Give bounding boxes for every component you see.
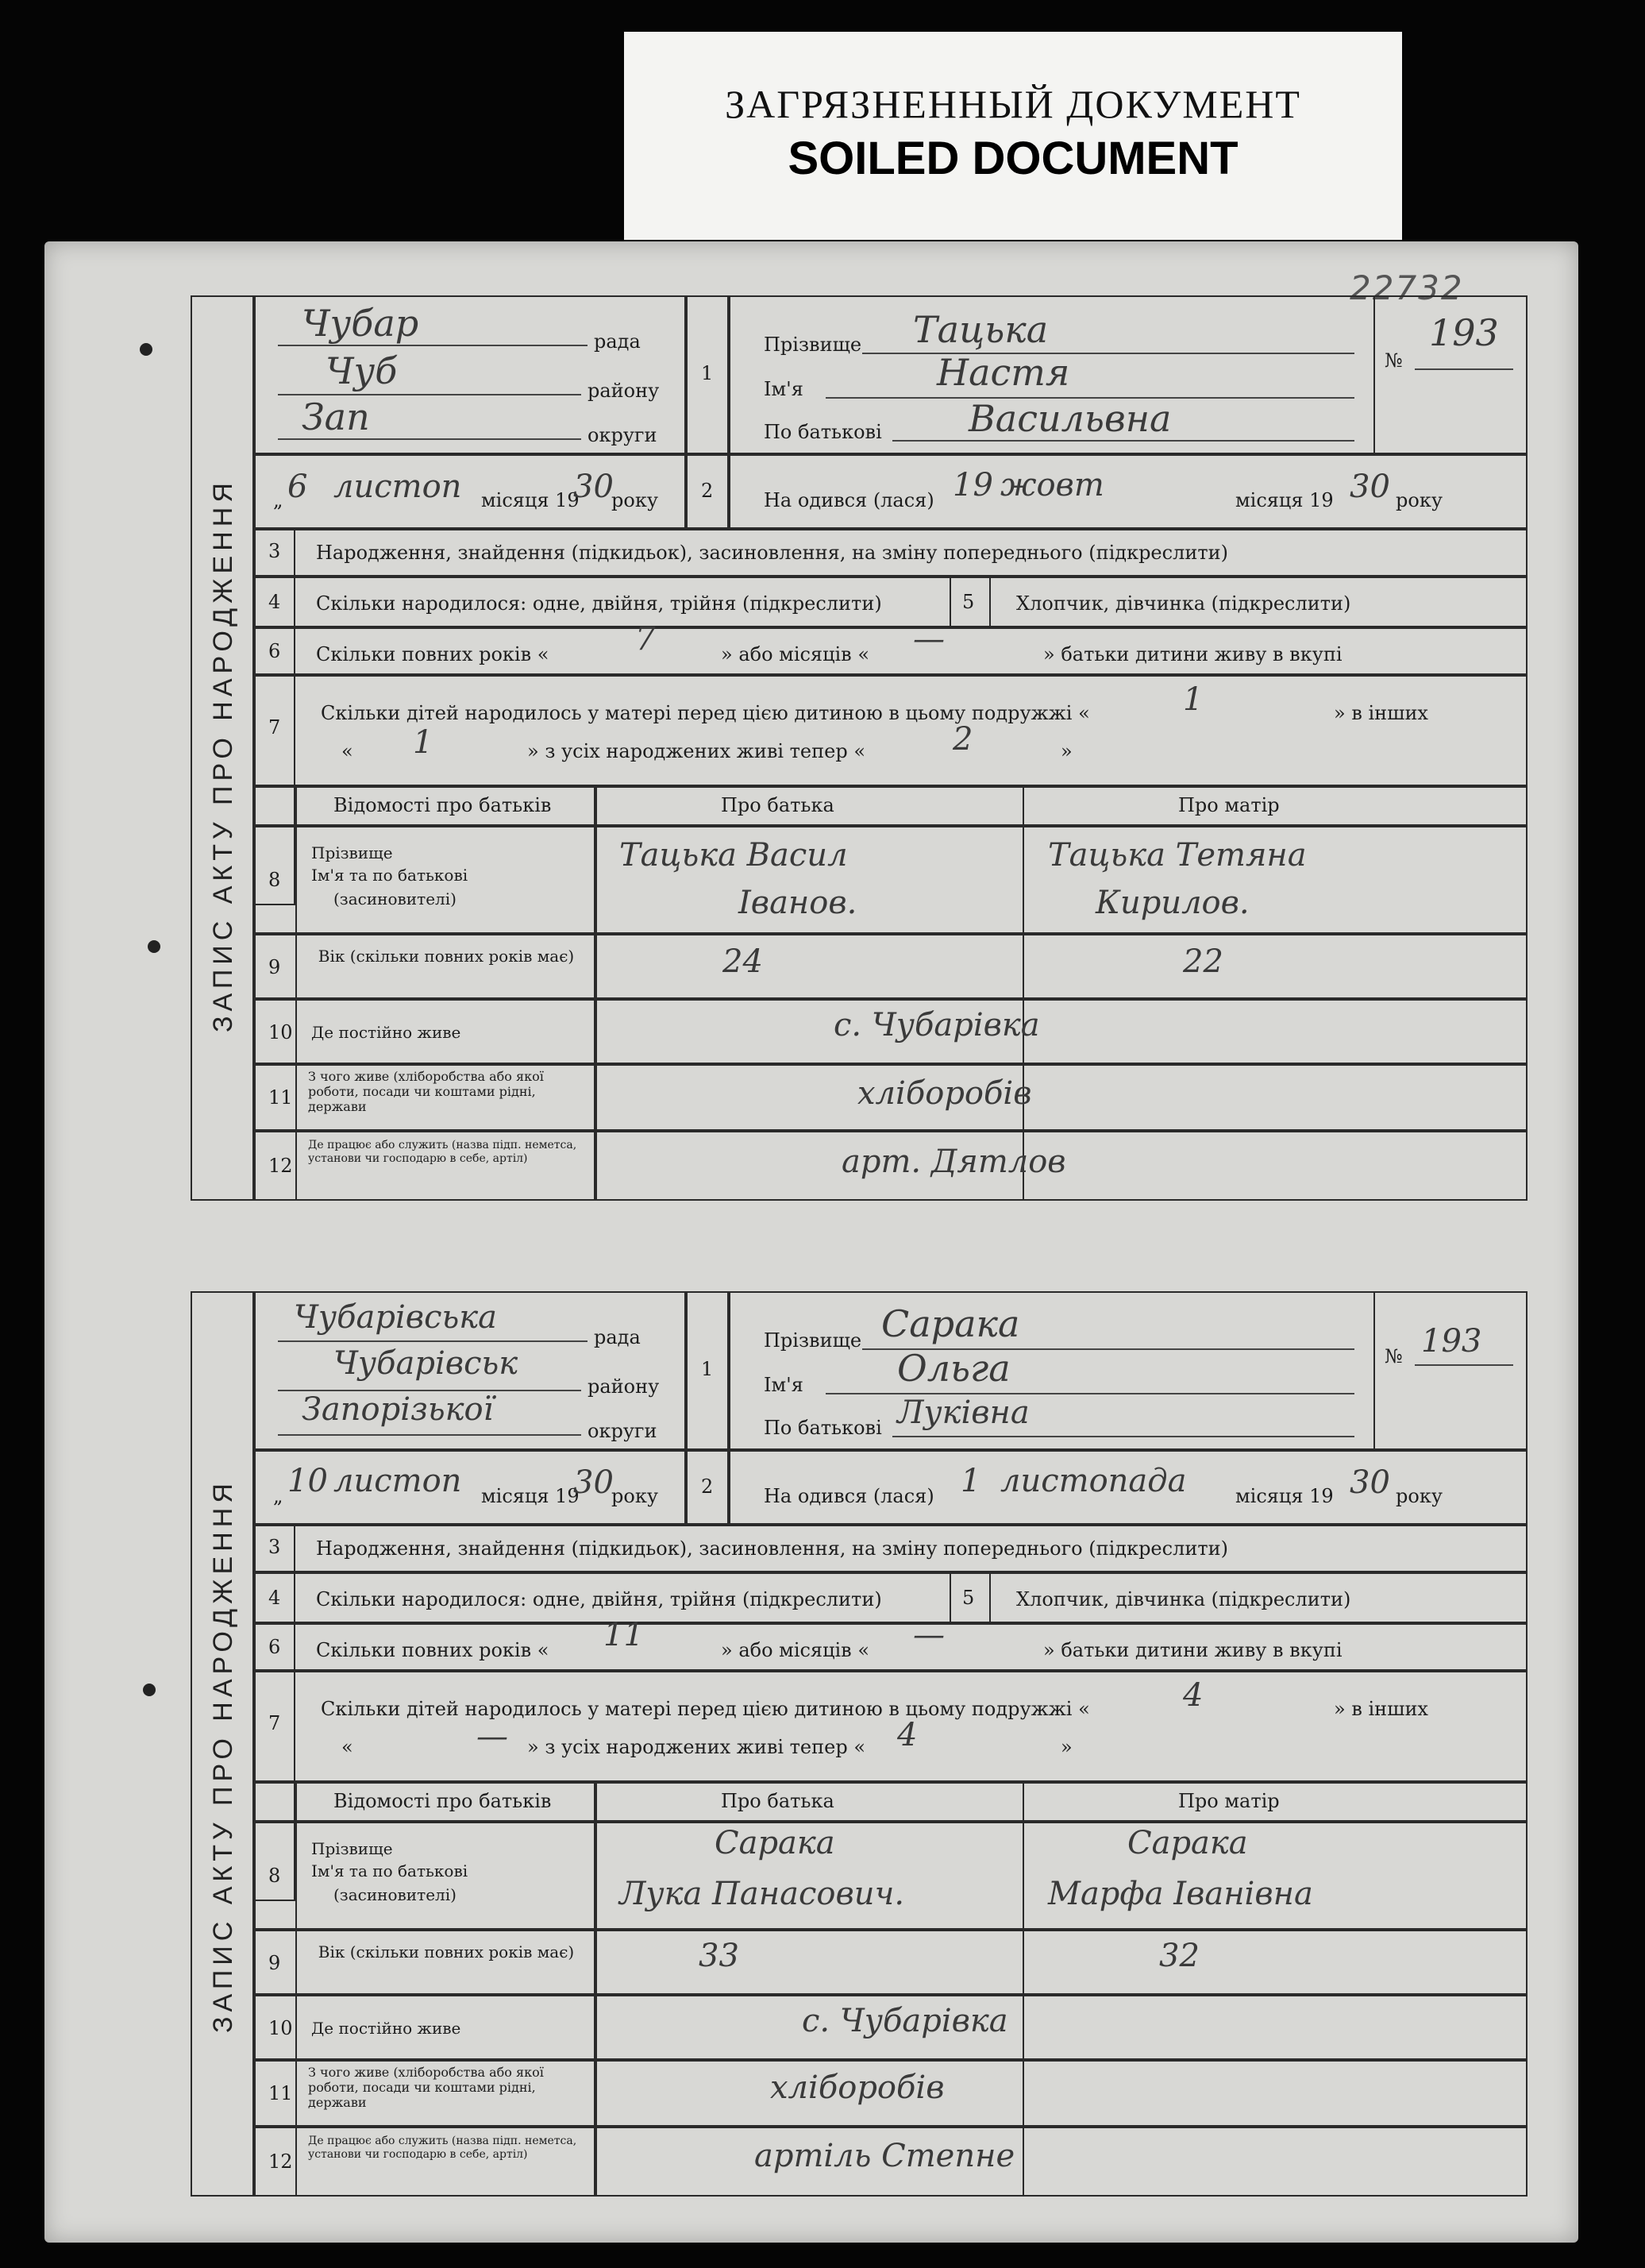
surname-label: Прізвище xyxy=(764,1329,862,1352)
row-number: 1 xyxy=(701,1358,714,1380)
underline xyxy=(892,1436,1354,1437)
soiled-document-stamp xyxy=(624,32,1402,240)
roku-label: року xyxy=(611,489,658,511)
stamp-line-english: SOILED DOCUMENT xyxy=(788,133,1239,184)
months-together: — xyxy=(913,621,945,658)
number-block xyxy=(1373,1291,1528,1450)
row-number: 10 xyxy=(268,1021,293,1043)
row-9-label: Вік (скільки повних років має) xyxy=(318,1942,575,1961)
row-8-label-3: (засиновителі) xyxy=(333,889,457,908)
row-number: 11 xyxy=(268,1086,293,1109)
months-together: — xyxy=(913,1617,945,1653)
mother-age: 22 xyxy=(1183,943,1223,980)
reg-month: листоп xyxy=(333,1463,462,1499)
row-12-label: Де працює або служить (назва підп. неметса, установи чи господарю в себе, артіл) xyxy=(308,2135,577,2161)
stamp-line-russian: ЗАГРЯЗНЕННЫЙ ДОКУМЕНТ xyxy=(725,82,1301,126)
patronymic-value: Васильвна xyxy=(969,397,1172,440)
born-month-label: місяця 19 xyxy=(1235,1485,1334,1507)
children-alive: 4 xyxy=(897,1717,918,1753)
row-7-text-e: » xyxy=(1061,1736,1073,1758)
row-6-text-a: Скільки повних років « xyxy=(316,1639,549,1661)
row-number: 3 xyxy=(268,540,281,562)
father-name-2: Іванов. xyxy=(738,885,857,921)
row-7-text-e: » xyxy=(1061,740,1073,762)
father-name-2: Лука Панасович. xyxy=(619,1876,905,1912)
row-number: 12 xyxy=(268,2150,293,2173)
birth-year: 30 xyxy=(1350,469,1390,505)
children-before: 1 xyxy=(1183,681,1204,718)
roku-label: року xyxy=(611,1485,658,1507)
birth-year: 30 xyxy=(1350,1464,1390,1501)
row-number: 11 xyxy=(268,2082,293,2104)
row-6-text-c: » батьки дитини живу в вкупі xyxy=(1043,643,1343,665)
header-father: Про батька xyxy=(721,1790,834,1812)
header-father: Про батька xyxy=(721,794,834,816)
surname-value: Сарака xyxy=(881,1302,1020,1345)
punch-hole xyxy=(140,343,152,356)
reg-day: 10 xyxy=(287,1463,328,1499)
okruha-value: Запорізької xyxy=(302,1391,494,1428)
row-7-text-b: » в інших xyxy=(1334,702,1428,724)
rada-label: рада xyxy=(594,1326,641,1348)
mother-name: Сарака xyxy=(1127,1825,1248,1861)
number-label: № xyxy=(1385,1345,1403,1367)
mother-age: 32 xyxy=(1159,1938,1200,1974)
patronymic-label: По батькові xyxy=(764,1417,882,1439)
underline xyxy=(1415,1364,1513,1366)
occupation: хліборобів xyxy=(857,1075,1032,1112)
row-4-text: Скільки народилося: одне, двійня, трійня (підкреслити) xyxy=(316,592,882,615)
row-8-label-1: Прізвище xyxy=(311,843,393,862)
okruhy-label: округи xyxy=(588,1420,657,1442)
quote-mark: „ xyxy=(273,1485,283,1507)
row-7-text-d: » з усіх народжених живі тепер « xyxy=(527,740,866,762)
row-number: 12 xyxy=(268,1155,293,1177)
underline xyxy=(278,1434,581,1436)
reg-year: 30 xyxy=(573,1464,614,1501)
row-7-text-c: « xyxy=(341,740,353,762)
workplace: артіль Степне xyxy=(754,2138,1015,2174)
row-7 xyxy=(254,675,1528,786)
children-before: 4 xyxy=(1183,1677,1204,1714)
row-number: 2 xyxy=(701,1475,714,1498)
patronymic-label: По батькові xyxy=(764,421,882,443)
row-8-label-2: Ім'я та по батькові xyxy=(311,866,468,885)
reg-year: 30 xyxy=(573,469,614,505)
reg-month: листоп xyxy=(333,469,462,505)
side-label: ЗАПИС АКТУ ПРО НАРОДЖЕННЯ xyxy=(208,478,238,1032)
raion-value: Чуб xyxy=(326,349,398,392)
header-mother: Про матір xyxy=(1178,794,1280,816)
name-label: Ім'я xyxy=(764,1374,803,1396)
row-number: 3 xyxy=(268,1536,281,1558)
row-number: 1 xyxy=(701,362,714,384)
children-other: — xyxy=(476,1718,508,1755)
workplace: арт. Дятлов xyxy=(842,1144,1066,1180)
row-3-text: Народження, знайдення (підкидьок), засиновлення, на зміну попереднього (підкреслити) xyxy=(316,1537,1228,1560)
okruhy-label: округи xyxy=(588,424,657,446)
underline xyxy=(278,438,581,440)
okruha-value: Зап xyxy=(302,395,370,438)
rada-value: Чубар xyxy=(302,302,419,345)
row-number: 8 xyxy=(268,1865,281,1887)
punch-hole xyxy=(148,940,160,953)
born-label: На одився (лася) xyxy=(764,1485,934,1507)
mother-name-2: Кирилов. xyxy=(1096,885,1250,921)
mother-name-2: Марфа Іванівна xyxy=(1048,1876,1313,1912)
raion-value: Чубарівськ xyxy=(333,1345,518,1382)
row-9 xyxy=(254,934,1528,999)
born-roku-label: року xyxy=(1396,489,1443,511)
side-label: ЗАПИС АКТУ ПРО НАРОДЖЕННЯ xyxy=(208,1479,238,2033)
birth-month: листопада xyxy=(1000,1463,1187,1499)
rada-value: Чубарівська xyxy=(294,1299,497,1336)
header-info: Відомості про батьків xyxy=(333,794,552,816)
row-11-label: З чого живе (хліборобства або якої роботи, посади чи коштами рідні, держави xyxy=(308,1069,544,1114)
row-5-text: Хлопчик, дівчинка (підкреслити) xyxy=(1016,1588,1351,1610)
birth-day: 19 xyxy=(953,467,993,503)
born-roku-label: року xyxy=(1396,1485,1443,1507)
punch-hole xyxy=(143,1684,156,1696)
row-8-label-3: (засиновителі) xyxy=(333,1885,457,1904)
archive-number: 22732 xyxy=(1350,268,1464,307)
record-number: 193 xyxy=(1429,311,1499,354)
father-age: 24 xyxy=(722,943,763,980)
row-7-text-a: Скільки дітей народилось у матері перед цією дитиною в цьому подружжі « xyxy=(321,1698,1090,1720)
row-number: 4 xyxy=(268,1587,281,1609)
row-5-text: Хлопчик, дівчинка (підкреслити) xyxy=(1016,592,1351,615)
row-number: 2 xyxy=(701,480,714,502)
father-name: Сарака xyxy=(715,1825,835,1861)
row-11-label: З чого живе (хліборобства або якої роботи, посади чи коштами рідні, держави xyxy=(308,2065,544,2110)
underline xyxy=(1415,368,1513,370)
month-year-label: місяця 19 xyxy=(481,1485,580,1507)
header-mother: Про матір xyxy=(1178,1790,1280,1812)
row-number: 5 xyxy=(962,1587,975,1609)
children-alive: 2 xyxy=(953,721,973,758)
row-number: 7 xyxy=(268,1712,281,1734)
month-year-label: місяця 19 xyxy=(481,489,580,511)
row-10-label: Де постійно живе xyxy=(311,2019,461,2038)
row-8-label-2: Ім'я та по батькові xyxy=(311,1861,468,1880)
raion-label: району xyxy=(588,380,660,402)
rada-label: рада xyxy=(594,330,641,353)
years-together: 11 xyxy=(603,1617,644,1653)
row-3-text: Народження, знайдення (підкидьок), засиновлення, на зміну попереднього (підкреслити) xyxy=(316,542,1228,564)
row-10-label: Де постійно живе xyxy=(311,1023,461,1042)
row-6-text-b: » або місяців « xyxy=(721,643,870,665)
row-number: 8 xyxy=(268,869,281,891)
record-number: 193 xyxy=(1421,1323,1482,1360)
row-8-label-1: Прізвище xyxy=(311,1839,393,1858)
underline xyxy=(278,1340,588,1342)
row-number: 9 xyxy=(268,956,281,978)
birth-month: жовт xyxy=(1000,467,1104,503)
row-number: 10 xyxy=(268,2017,293,2039)
row-7-text-c: « xyxy=(341,1736,353,1758)
row-7 xyxy=(254,1671,1528,1782)
surname-value: Тацька xyxy=(913,308,1049,351)
row-6-text-b: » або місяців « xyxy=(721,1639,870,1661)
quote-mark: „ xyxy=(273,489,283,511)
row-9-label: Вік (скільки повних років має) xyxy=(318,947,575,966)
row-6-text-a: Скільки повних років « xyxy=(316,643,549,665)
row-7-text-d: » з усіх народжених живі тепер « xyxy=(527,1736,866,1758)
patronymic-value: Луківна xyxy=(897,1394,1030,1431)
occupation: хліборобів xyxy=(770,2069,945,2106)
underline xyxy=(862,353,1354,354)
row-9 xyxy=(254,1930,1528,1995)
years-together: 7 xyxy=(635,621,656,658)
father-name: Тацька Васил xyxy=(619,837,848,874)
row-number: 4 xyxy=(268,591,281,613)
row-7-text-a: Скільки дітей народилось у матері перед цією дитиною в цьому подружжі « xyxy=(321,702,1090,724)
reg-day: 6 xyxy=(287,469,308,505)
underline xyxy=(278,345,588,346)
raion-label: району xyxy=(588,1375,660,1398)
row-7-text-b: » в інших xyxy=(1334,1698,1428,1720)
number-label: № xyxy=(1385,349,1403,372)
underline xyxy=(892,440,1354,442)
children-other: 1 xyxy=(413,724,433,761)
row-number: 5 xyxy=(962,591,975,613)
born-month-label: місяця 19 xyxy=(1235,489,1334,511)
name-label: Ім'я xyxy=(764,378,803,400)
row-number: 9 xyxy=(268,1952,281,1974)
header-info: Відомості про батьків xyxy=(333,1790,552,1812)
name-value: Настя xyxy=(937,351,1070,394)
surname-label: Прізвище xyxy=(764,334,862,356)
birth-day: 1 xyxy=(961,1463,981,1499)
row-12-label: Де працює або служить (назва підп. неметса, установи чи господарю в себе, артіл) xyxy=(308,1139,577,1165)
mother-name: Тацька Тетяна xyxy=(1048,837,1307,874)
row-number: 6 xyxy=(268,1636,281,1658)
row-number: 6 xyxy=(268,640,281,662)
residence: с. Чубарівка xyxy=(802,2003,1008,2039)
residence: с. Чубарівка xyxy=(834,1007,1040,1043)
born-label: На одився (лася) xyxy=(764,489,934,511)
row-number: 7 xyxy=(268,716,281,739)
father-age: 33 xyxy=(699,1938,739,1974)
row-4-text: Скільки народилося: одне, двійня, трійня (підкреслити) xyxy=(316,1588,882,1610)
name-value: Ольга xyxy=(897,1347,1011,1390)
row-6-text-c: » батьки дитини живу в вкупі xyxy=(1043,1639,1343,1661)
